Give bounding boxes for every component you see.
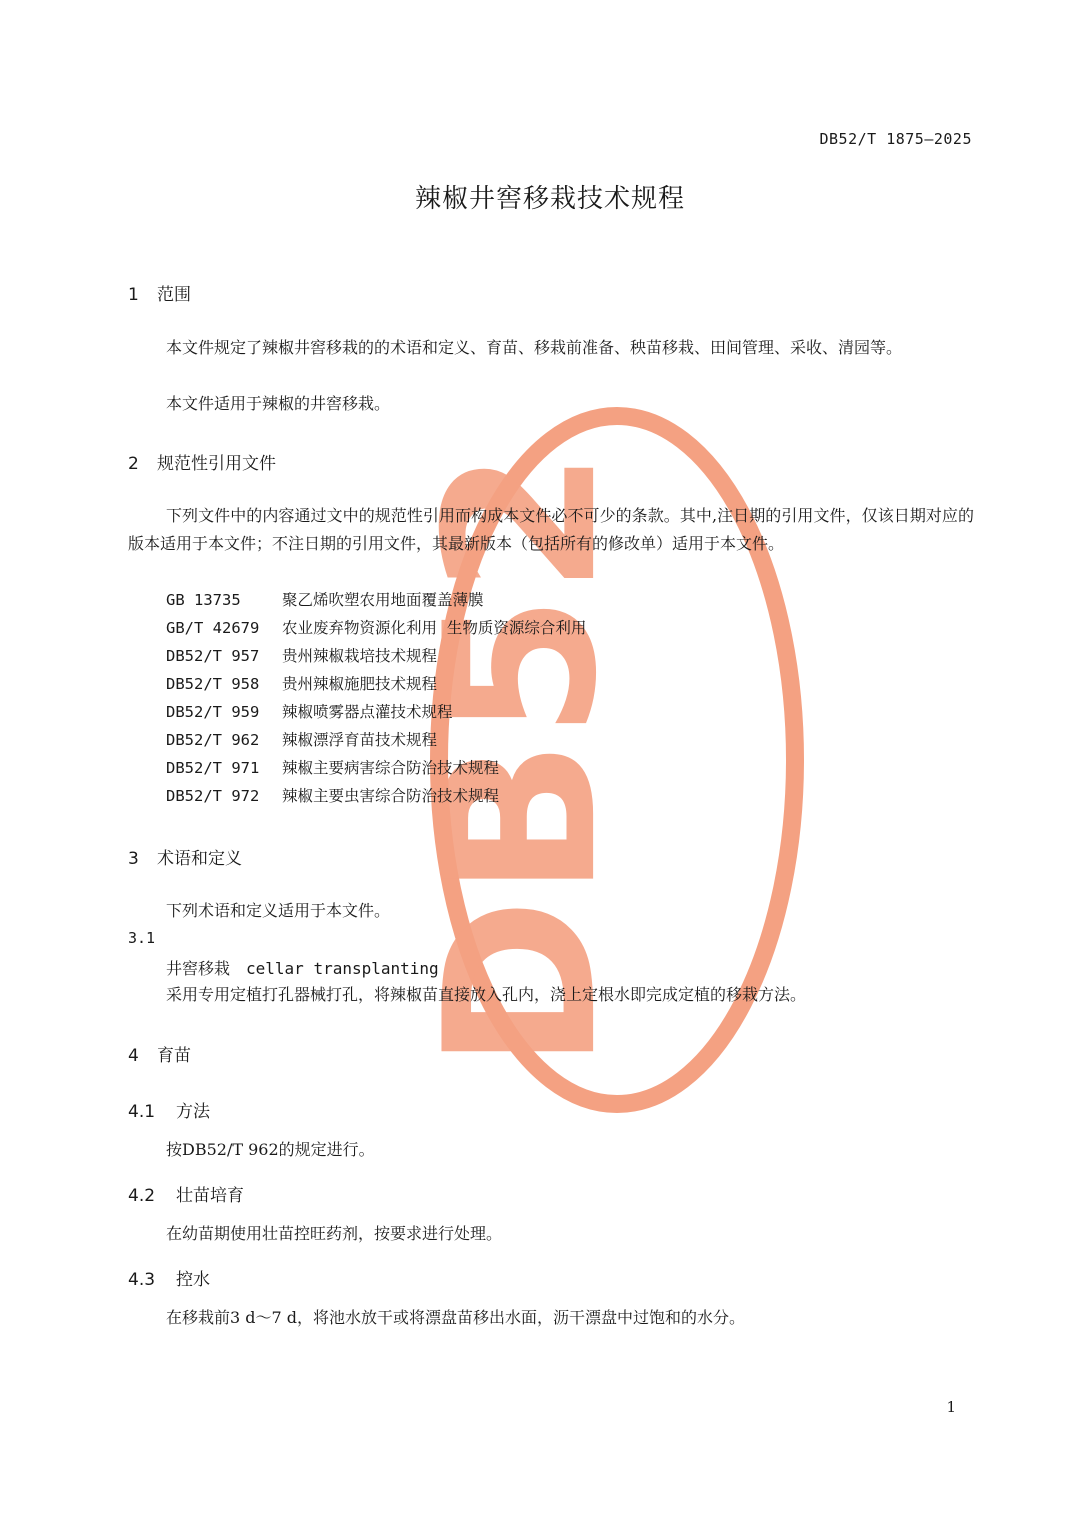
- watermark-text: DB52: [428, 449, 644, 1071]
- reference-item: [128, 670, 974, 698]
- section-heading-seedling: [128, 1041, 974, 1066]
- reference-item: [128, 726, 974, 754]
- reference-item: [128, 782, 974, 810]
- reference-item: [128, 614, 974, 642]
- reference-name: 贵州辣椒栽培技术规程: [282, 647, 438, 665]
- reference-code: GB/T 42679: [166, 619, 260, 637]
- reference-code: DB52/T 959: [166, 703, 260, 721]
- reference-name: 农业废弃物资源化利用 生物质资源综合利用: [282, 619, 587, 637]
- subsection-title: 壮苗培育: [176, 1186, 244, 1206]
- reference-code: DB52/T 971: [166, 759, 260, 777]
- document-code: DB52/T 1875—2025: [819, 130, 972, 148]
- reference-name: 辣椒主要虫害综合防治技术规程: [282, 787, 500, 805]
- subsection-title: 控水: [176, 1270, 210, 1290]
- section-heading-normative-references: [128, 449, 974, 474]
- paragraph: 下列术语和定义适用于本文件。: [166, 901, 391, 920]
- paragraph: 在移栽前3 d～7 d，将池水放干或将漂盘苗移出水面，沥干漂盘中过饱和的水分。: [166, 1308, 746, 1327]
- section-title: 范围: [157, 285, 191, 305]
- paragraph: 按DB52/T 962的规定进行。: [166, 1140, 375, 1159]
- term-number: 3.1: [128, 929, 156, 947]
- reference-code: DB52/T 957: [166, 647, 260, 665]
- subsection-number: 4.1: [128, 1102, 156, 1122]
- reference-name: 辣椒喷雾器点灌技术规程: [282, 703, 453, 721]
- section-number: 1: [128, 285, 139, 305]
- reference-name: 贵州辣椒施肥技术规程: [282, 675, 438, 693]
- section-title: 育苗: [157, 1046, 191, 1066]
- subsection-heading-water-control: [128, 1265, 974, 1290]
- reference-item: [128, 586, 974, 614]
- section-number: 2: [128, 454, 139, 474]
- section-title: 规范性引用文件: [157, 454, 276, 474]
- document-title: 辣椒井窖移栽技术规程: [414, 184, 685, 214]
- reference-item: [128, 754, 974, 782]
- section-number: 3: [128, 849, 139, 869]
- paragraph: 本文件适用于辣椒的井窖移栽。: [166, 394, 391, 413]
- subsection-title: 方法: [176, 1102, 210, 1122]
- reference-item: [128, 698, 974, 726]
- page-number: 1: [946, 1398, 956, 1416]
- subsection-number: 4.3: [128, 1270, 156, 1290]
- section-heading-scope: [128, 280, 974, 305]
- reference-code: DB52/T 962: [166, 731, 260, 749]
- reference-name: 聚乙烯吹塑农用地面覆盖薄膜: [282, 591, 484, 609]
- term-english: cellar transplanting: [246, 959, 439, 978]
- term-definition: 采用专用定植打孔器械打孔，将辣椒苗直接放入孔内，浇上定根水即完成定植的移栽方法。: [166, 985, 807, 1004]
- paragraph: 在幼苗期使用壮苗控旺药剂，按要求进行处理。: [166, 1224, 503, 1243]
- reference-name: 辣椒主要病害综合防治技术规程: [282, 759, 500, 777]
- paragraph: 下列文件中的内容通过文中的规范性引用而构成本文件必不可少的条款。其中,注日期的引用文件，仅该日期对应的版本适用于本文件；不注日期的引用文件，其最新版本（包括所有的修改单）适用于本文件。: [128, 506, 974, 553]
- section-number: 4: [128, 1046, 139, 1066]
- subsection-heading-strong-seedling: [128, 1181, 974, 1206]
- section-title: 术语和定义: [157, 849, 242, 869]
- reference-code: DB52/T 958: [166, 675, 260, 693]
- subsection-heading-method: [128, 1097, 974, 1122]
- subsection-number: 4.2: [128, 1186, 156, 1206]
- reference-item: [128, 642, 974, 670]
- section-heading-terms: [128, 844, 974, 869]
- reference-name: 辣椒漂浮育苗技术规程: [282, 731, 438, 749]
- reference-list: [128, 586, 974, 810]
- term-entry: [128, 956, 1012, 979]
- reference-code: DB52/T 972: [166, 787, 260, 805]
- reference-code: GB 13735: [166, 591, 241, 609]
- paragraph: 本文件规定了辣椒井窖移栽的的术语和定义、育苗、移栽前准备、秧苗移栽、田间管理、采收、清园等。: [166, 338, 903, 357]
- term-chinese: 井窖移栽: [166, 959, 231, 978]
